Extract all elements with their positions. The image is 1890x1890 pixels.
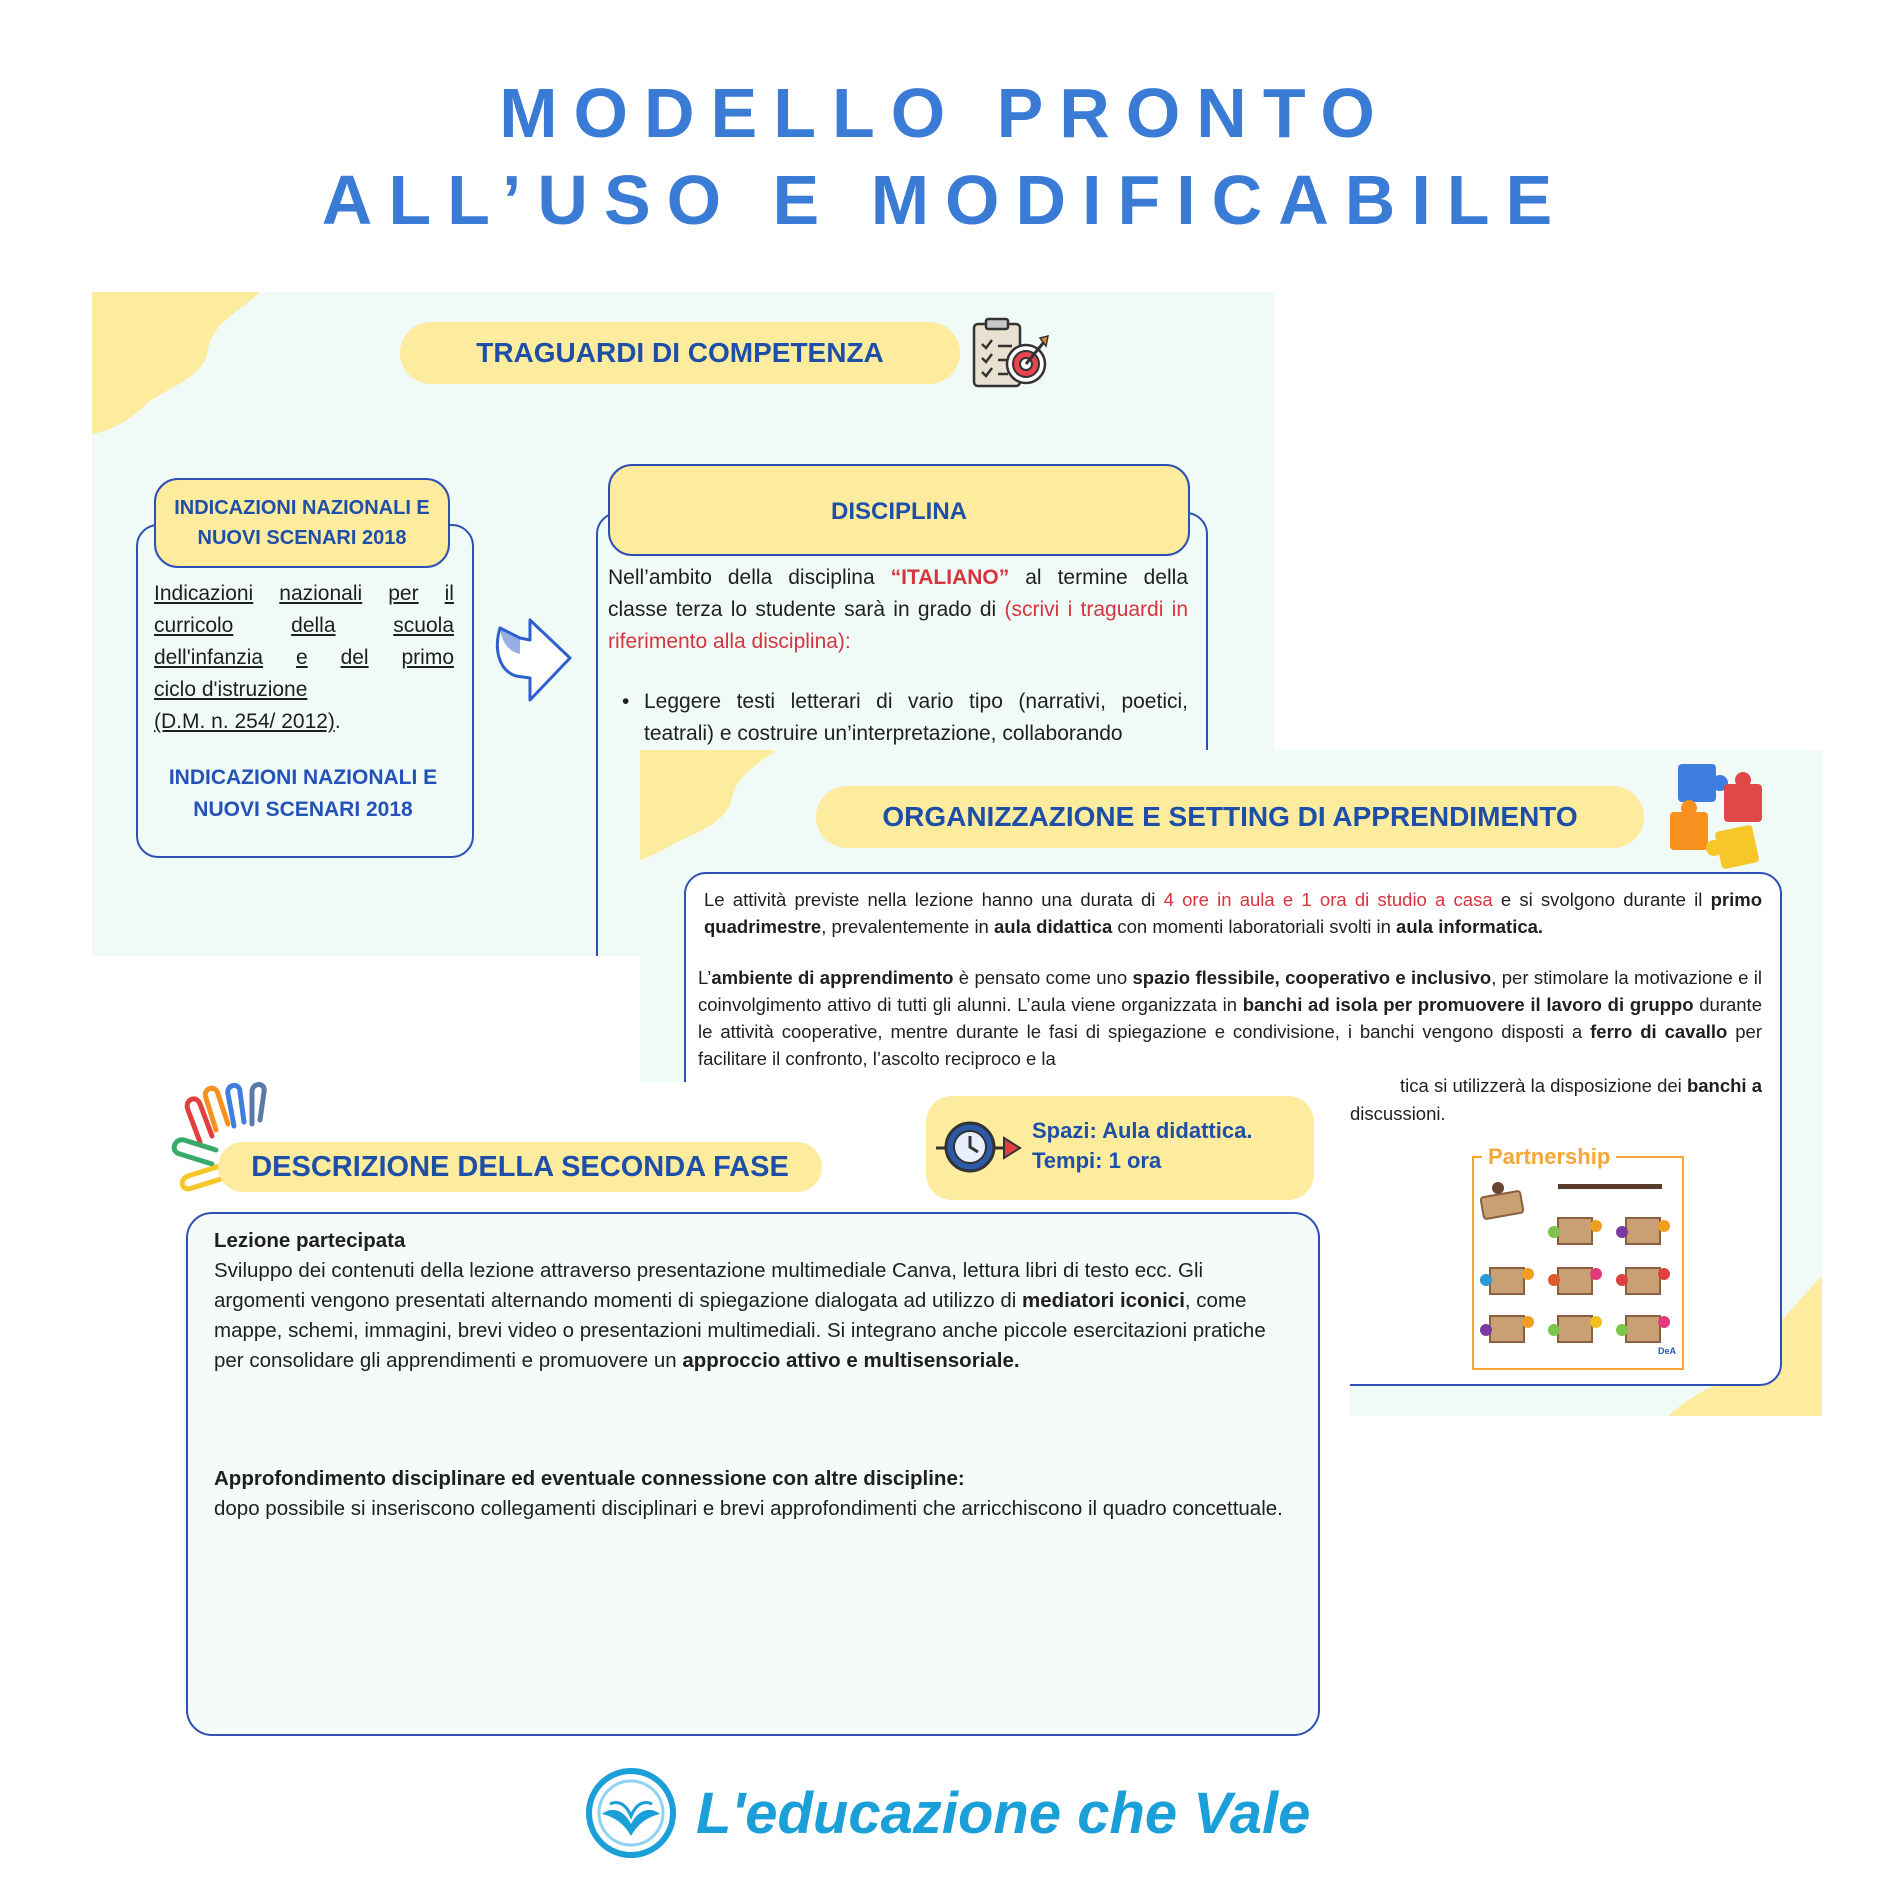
headline-line-2: ALL’USO E MODIFICABILE (321, 161, 1569, 239)
p1-room1: aula didattica (994, 916, 1113, 937)
slide2-title: ORGANIZZAZIONE E SETTING DI APPRENDIMENTO (816, 786, 1644, 848)
p2-space: spazio flessibile, cooperativo e inclusivo (1132, 967, 1492, 988)
organizzazione-partial-line (1340, 1072, 1762, 1099)
corner-blob-decoration (92, 292, 272, 442)
puzzle-pieces-icon (1666, 756, 1776, 876)
slide-descrizione (0, 1082, 1350, 1782)
s1-mediators: mediatori iconici (1022, 1289, 1185, 1312)
link-line-2: curricolo della scuola (154, 614, 454, 637)
badge-time: Tempi: 1 ora (1032, 1148, 1162, 1173)
link-line-1: Indicazioni nazionali per il (154, 582, 454, 605)
descrizione-section-2 (214, 1464, 1294, 1524)
p2-end: discussioni. (1350, 1103, 1446, 1124)
intro-hint: (scrivi i traguardi in riferimento alla disciplina): (608, 598, 1189, 653)
section-1-body (214, 1256, 1294, 1376)
p2-e: per facilitare il confronto, l’ascolto reciproco e la (698, 1021, 1763, 1069)
link-line-5 (154, 706, 454, 738)
p2-partial-bold: banchi a (1686, 1075, 1762, 1096)
disciplina-header: DISCIPLINA (608, 464, 1190, 556)
brand-name[interactable]: L'educazione che Vale (696, 1781, 1311, 1846)
p2-horseshoe: ferro di cavallo (1590, 1021, 1728, 1042)
indicazioni-link[interactable] (154, 578, 454, 738)
p1-duration: 4 ore in aula e 1 ora di studio a casa (1163, 889, 1493, 910)
p1-room2: aula informatica. (1396, 916, 1544, 937)
intro-b: al termine della classe terza lo studente sarà in grado di (608, 566, 1188, 621)
brand-logo-icon (584, 1766, 678, 1860)
indicazioni-header-text: INDICAZIONI NAZIONALI E NUOVI SCENARI 2018 (174, 497, 430, 549)
disciplina-intro (608, 562, 1188, 658)
link-period: . (334, 710, 341, 733)
p2-env: ambiente di apprendimento (711, 967, 954, 988)
p2-c: , per stimolare la motivazione e il coinvolgimento attivo di tutti gli alunni. L’aula viene organizzata in (698, 967, 1763, 1015)
p2-d: durante le attività cooperative, mentre durante le fasi di spiegazione e condivisione, i banchi vengono disposti a (698, 994, 1762, 1042)
section-2-title: Approfondimento disciplinare ed eventuale connessione con altre discipline: (214, 1467, 965, 1490)
p1-term: primo quadrimestre (704, 889, 1762, 937)
section-2-body: dopo possibile si inseriscono collegamenti disciplinari e brevi approfondimenti che arricchiscono il quadro concettuale. (214, 1497, 1283, 1520)
p2-a: L’ (698, 967, 712, 988)
bullet-1-text: Leggere testi letterari di vario tipo (narrativi, poetici, teatrali) e costruire un’interpretazione, collaborando (644, 690, 1188, 745)
p1-a: Le attività previste nella lezione hanno una durata di (704, 889, 1164, 910)
s1-a: Sviluppo dei contenuti della lezione attraverso presentazione multimediale Canva, lettura libri di testo ecc. Gli argomenti vengono presentati alternando momenti di spiegazione dialogata ad utilizzo di (214, 1259, 1204, 1312)
link-line-4: ciclo d'istruzione (154, 678, 308, 701)
s1-b: , come mappe, schemi, immagini, brevi video o presentazioni multimediali. Si integrano anche piccole esercitazioni pratiche per consolidare gli apprendimenti e promuovere un (214, 1289, 1266, 1372)
diagram-title: Partnership (1482, 1144, 1616, 1170)
indicazioni-header (154, 478, 450, 568)
arrow-right-icon (490, 614, 576, 710)
p2-b: è pensato come uno (953, 967, 1133, 988)
clipboard-target-icon (970, 316, 1050, 392)
p1-d: con momenti laboratoriali svolti in (1112, 916, 1397, 937)
s1-approach: approccio attivo e multisensoriale. (682, 1349, 1020, 1372)
clock-arrow-icon (934, 1116, 1024, 1178)
desk-layout-illustration (1476, 1174, 1680, 1364)
headline-line-1: MODELLO PRONTO (499, 74, 1391, 152)
organizzazione-p1 (704, 886, 1762, 940)
p1-b: e si svolgono durante il (1492, 889, 1711, 910)
p2-islands: banchi ad isola per promuovere il lavoro di gruppo (1242, 994, 1694, 1015)
badge-spaces: Spazi: Aula didattica. (1032, 1118, 1253, 1143)
indicazioni-footer: INDICAZIONI NAZIONALI E NUOVI SCENARI 2018 (168, 766, 438, 821)
intro-a: Nell’ambito della disciplina (608, 566, 891, 589)
descrizione-section-1 (214, 1226, 1294, 1376)
link-decree: (D.M. n. 254/ 2012) (154, 710, 335, 733)
disciplina-bullet-1: • Leggere testi letterari di vario tipo (narrativi, poetici, teatrali) e costruire un’interpretazione, collaborando (622, 690, 1188, 745)
organizzazione-p2 (698, 964, 1762, 1072)
badge-text (1032, 1116, 1252, 1176)
slide1-title: TRAGUARDI DI COMPETENZA (400, 322, 960, 384)
link-line-3: dell'infanzia e del primo (154, 646, 454, 669)
dea-logo: DeA (1658, 1346, 1677, 1356)
intro-subject: “ITALIANO” (890, 566, 1010, 589)
section-1-title: Lezione partecipata (214, 1229, 406, 1252)
p2-partial: tica si utilizzerà la disposizione dei (1400, 1075, 1687, 1096)
corner-blob-decoration (640, 750, 800, 870)
slide3-title: DESCRIZIONE DELLA SECONDA FASE (218, 1142, 822, 1192)
p1-c: , prevalentemente in (821, 916, 994, 937)
